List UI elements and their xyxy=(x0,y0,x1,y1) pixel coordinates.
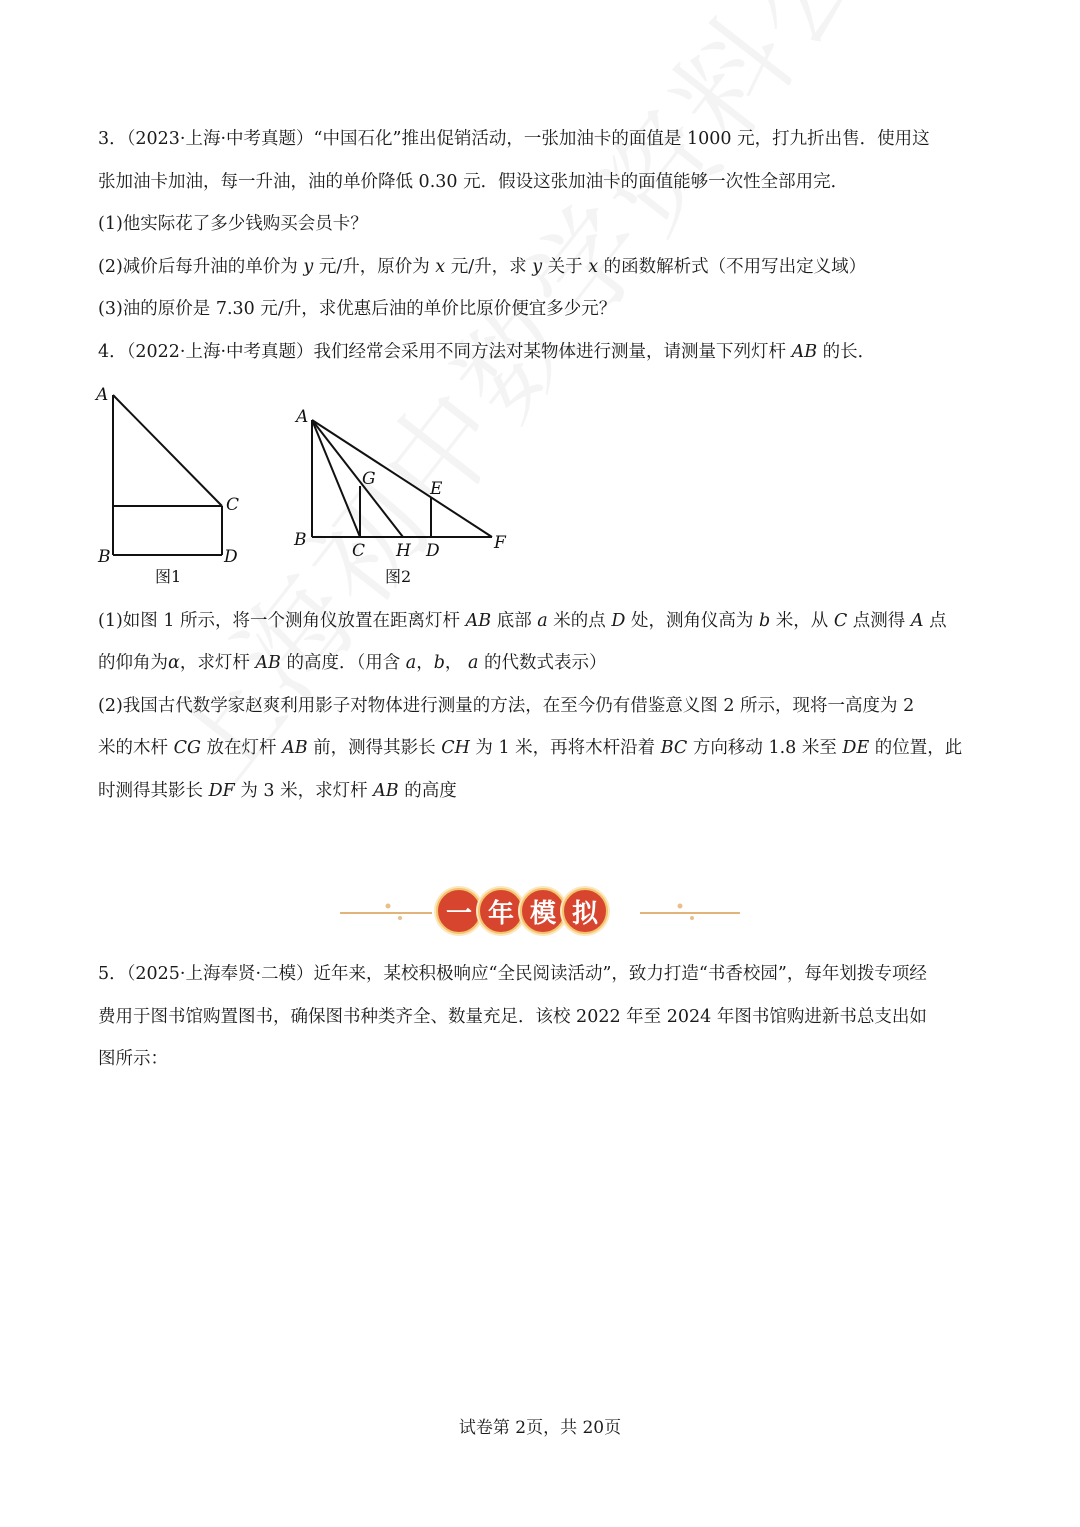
fig2-label-b: B xyxy=(294,530,307,550)
q4-intro: 4．（2022·上海·中考真题）我们经常会采用不同方法对某物体进行测量，请测量下列灯杆 AB 的长． xyxy=(98,342,876,362)
banner-char-4: 拟 xyxy=(562,888,608,934)
fig2-label-c: C xyxy=(352,541,366,561)
fig2-caption: 图2 xyxy=(385,567,412,586)
fig2-label-a: A xyxy=(296,407,309,427)
fig1-label-a: A xyxy=(96,385,109,405)
fig2-line-ah xyxy=(312,420,403,537)
section-banner xyxy=(340,888,740,936)
q5-line2: 费用于图书馆购置图书，确保图书种类齐全、数量充足．该校 2022 年至 2024 年图书馆购进新书总支出如 xyxy=(98,1007,927,1027)
fig1-sight-line-ac xyxy=(113,395,222,506)
q5-line1: 5．（2025·上海奉贤·二模）近年来，某校积极响应“全民阅读活动”，致力打造“书香校园”，每年划拨专项经 xyxy=(98,964,927,984)
figure-1 xyxy=(90,380,270,590)
q3-sub1: (1)他实际花了多少钱购买会员卡？ xyxy=(98,214,368,234)
fig2-label-f: F xyxy=(494,533,506,553)
fig2-line-ac xyxy=(312,420,360,537)
fig2-label-e: E xyxy=(430,479,443,499)
q4-part2-line2: 米的木杆 CG 放在灯杆 AB 前，测得其影长 CH 为 1 米，再将木杆沿着 BC 方向移动 1.8 米至 DE 的位置，此 xyxy=(98,738,963,758)
banner-char-1: 一 xyxy=(436,888,482,934)
fig2-label-d: D xyxy=(426,541,440,561)
page-footer: 试卷第 2页，共 20页 xyxy=(458,1418,622,1438)
fig2-line-af xyxy=(312,420,492,537)
banner-char-2: 年 xyxy=(478,888,524,934)
banner-char-3: 模 xyxy=(520,888,566,934)
q3-sub3: (3)油的原价是 7.30 元/升，求优惠后油的单价比原价便宜多少元？ xyxy=(98,299,617,319)
fig1-caption: 图1 xyxy=(155,567,182,586)
q4-part1-line2: 的仰角为α，求灯杆 AB 的高度．（用含 a，b， a 的代数式表示） xyxy=(98,653,607,673)
fig2-label-g: G xyxy=(362,469,376,489)
fig1-label-b: B xyxy=(98,547,111,567)
fig2-label-h: H xyxy=(396,541,411,561)
q4-part1-line1: (1)如图 1 所示，将一个测角仪放置在距离灯杆 AB 底部 a 米的点 D 处，测角仪高为 b 米，从 C 点测得 A 点 xyxy=(98,611,947,631)
q3-sub2: (2)减价后每升油的单价为 y 元/升，原价为 x 元/升，求 y 关于 x 的函数解析式（不用写出定义域） xyxy=(98,257,867,277)
banner-title xyxy=(436,888,604,934)
fig1-label-c: C xyxy=(226,495,240,515)
q5-line3: 图所示： xyxy=(98,1049,168,1069)
q4-part2-line3: 时测得其影长 DF 为 3 米，求灯杆 AB 的高度 xyxy=(98,781,457,801)
figure-2 xyxy=(290,400,520,590)
q3-line2: 张加油卡加油，每一升油，油的单价降低 0.30 元．假设这张加油卡的面值能够一次性全部用完． xyxy=(98,172,849,192)
q4-part2-line1: (2)我国古代数学家赵爽利用影子对物体进行测量的方法，在至今仍有借鉴意义图 2 所示，现将一高度为 2 xyxy=(98,696,915,716)
q3-line1: 3．（2023·上海·中考真题）“中国石化”推出促销活动，一张加油卡的面值是 1000 元，打九折出售．使用这 xyxy=(98,129,930,149)
fig1-label-d: D xyxy=(224,547,238,567)
